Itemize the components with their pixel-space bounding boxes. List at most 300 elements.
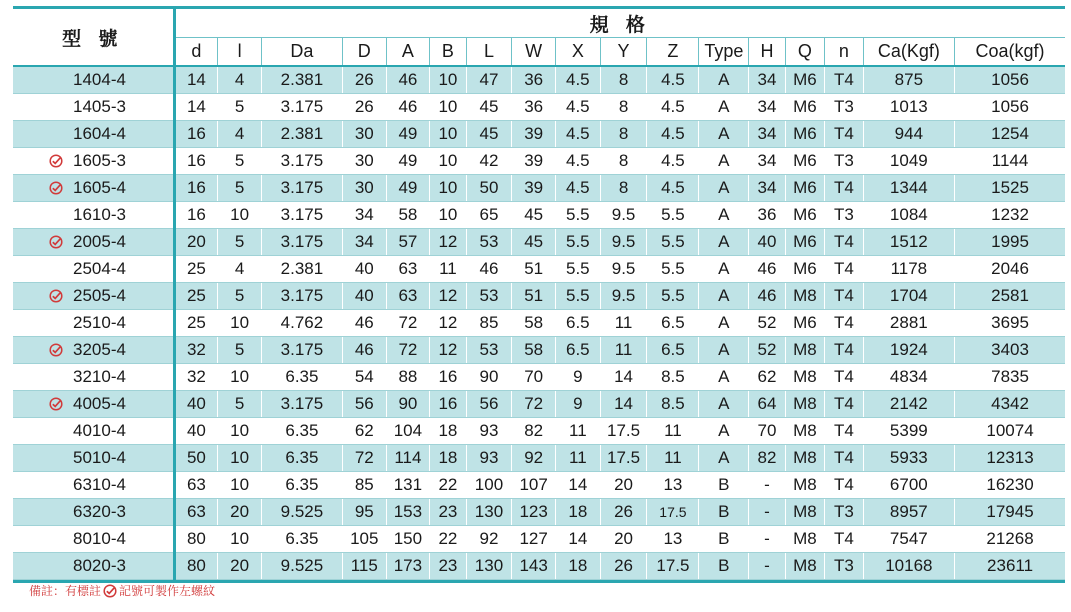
spec-cell: 82 — [512, 418, 556, 445]
spec-cell: 153 — [386, 499, 430, 526]
spec-cell: 14 — [600, 391, 647, 418]
spec-cell: 63 — [386, 256, 430, 283]
spec-cell: A — [699, 94, 749, 121]
spec-cell: 5.5 — [647, 283, 699, 310]
spec-cell: 6.35 — [261, 364, 342, 391]
spec-cell: 1232 — [955, 202, 1065, 229]
spec-cell: 1704 — [863, 283, 954, 310]
model-number: 1405-3 — [73, 97, 126, 116]
column-header: A — [386, 38, 430, 67]
spec-cell: 1013 — [863, 94, 954, 121]
spec-cell: 8957 — [863, 499, 954, 526]
spec-cell: 36 — [512, 66, 556, 94]
spec-cell: 46 — [342, 310, 386, 337]
spec-cell: 26 — [600, 553, 647, 580]
spec-cell: 62 — [749, 364, 785, 391]
spec-cell: 5 — [218, 175, 262, 202]
footnote — [29, 582, 215, 599]
spec-cell: 5 — [218, 391, 262, 418]
column-header: Coa(kgf) — [955, 38, 1065, 67]
column-header: n — [825, 38, 863, 67]
model-cell — [13, 94, 174, 121]
spec-cell: T4 — [825, 391, 863, 418]
spec-cell: 10 — [218, 472, 262, 499]
spec-cell: 12 — [430, 310, 466, 337]
spec-cell: 70 — [749, 418, 785, 445]
spec-cell: M8 — [785, 283, 824, 310]
spec-cell: 2.381 — [261, 256, 342, 283]
table-row — [13, 553, 1065, 580]
spec-cell: 64 — [749, 391, 785, 418]
spec-cell: 45 — [512, 202, 556, 229]
spec-cell: 17945 — [955, 499, 1065, 526]
model-number: 8020-3 — [73, 556, 126, 575]
spec-cell: 6700 — [863, 472, 954, 499]
spec-cell: 26 — [342, 66, 386, 94]
spec-cell: 1144 — [955, 148, 1065, 175]
spec-cell: 1056 — [955, 94, 1065, 121]
model-cell — [13, 391, 174, 418]
spec-cell: 7547 — [863, 526, 954, 553]
model-cell — [13, 148, 174, 175]
spec-cell: 30 — [342, 148, 386, 175]
spec-cell: 72 — [342, 445, 386, 472]
spec-cell: 3403 — [955, 337, 1065, 364]
spec-cell: 16 — [430, 391, 466, 418]
model-number: 3210-4 — [73, 367, 126, 386]
spec-cell: 14 — [555, 526, 600, 553]
spec-cell: 1049 — [863, 148, 954, 175]
spec-cell: 115 — [342, 553, 386, 580]
spec-cell: 127 — [512, 526, 556, 553]
model-number: 3205-4 — [73, 340, 126, 359]
spec-cell: T4 — [825, 337, 863, 364]
table-row — [13, 66, 1065, 94]
spec-cell: 11 — [430, 256, 466, 283]
spec-cell: 82 — [749, 445, 785, 472]
spec-cell: 45 — [512, 229, 556, 256]
check-circle-icon — [49, 154, 63, 168]
spec-cell: 17.5 — [647, 499, 699, 526]
table-row — [13, 472, 1065, 499]
spec-cell: 34 — [342, 229, 386, 256]
spec-cell: A — [699, 121, 749, 148]
spec-cell: 72 — [386, 310, 430, 337]
spec-cell: 10 — [218, 310, 262, 337]
spec-cell: 21268 — [955, 526, 1065, 553]
spec-cell: 54 — [342, 364, 386, 391]
model-number: 5010-4 — [73, 448, 126, 467]
check-circle-icon — [103, 584, 117, 598]
spec-cell: 9.525 — [261, 499, 342, 526]
spec-cell: 92 — [512, 445, 556, 472]
column-header: B — [430, 38, 466, 67]
spec-cell: 47 — [466, 66, 512, 94]
spec-cell: 107 — [512, 472, 556, 499]
column-header: Da — [261, 38, 342, 67]
spec-cell: 5 — [218, 94, 262, 121]
spec-cell: 30 — [342, 121, 386, 148]
spec-cell: 50 — [174, 445, 218, 472]
spec-cell: 56 — [466, 391, 512, 418]
spec-cell: 9.5 — [600, 283, 647, 310]
spec-cell: 23 — [430, 499, 466, 526]
model-number: 1604-4 — [73, 124, 126, 143]
spec-table-body — [13, 66, 1065, 580]
spec-cell: 6.5 — [647, 337, 699, 364]
table-row — [13, 94, 1065, 121]
table-row — [13, 391, 1065, 418]
spec-cell: 90 — [386, 391, 430, 418]
model-number: 8010-4 — [73, 529, 126, 548]
spec-cell: M8 — [785, 553, 824, 580]
model-cell — [13, 121, 174, 148]
spec-cell: 100 — [466, 472, 512, 499]
spec-cell: 3.175 — [261, 229, 342, 256]
spec-cell: 58 — [386, 202, 430, 229]
spec-cell: 93 — [466, 445, 512, 472]
spec-cell: 72 — [512, 391, 556, 418]
check-circle-icon — [49, 235, 63, 249]
spec-cell: 5.5 — [555, 256, 600, 283]
model-cell — [13, 337, 174, 364]
spec-cell: M6 — [785, 94, 824, 121]
spec-cell: 4 — [218, 66, 262, 94]
spec-cell: 4.5 — [647, 66, 699, 94]
spec-cell: 8.5 — [647, 364, 699, 391]
spec-cell: 8 — [600, 94, 647, 121]
spec-cell: 5 — [218, 283, 262, 310]
table-row — [13, 526, 1065, 553]
spec-cell: 25 — [174, 310, 218, 337]
spec-cell: 16 — [174, 175, 218, 202]
spec-cell: 8 — [600, 148, 647, 175]
spec-cell: 45 — [466, 94, 512, 121]
table-row — [13, 121, 1065, 148]
model-number: 2005-4 — [73, 232, 126, 251]
check-circle-icon — [49, 397, 63, 411]
check-circle-icon — [49, 289, 63, 303]
spec-cell: 80 — [174, 553, 218, 580]
spec-cell: 56 — [342, 391, 386, 418]
spec-cell: 3.175 — [261, 337, 342, 364]
spec-cell: 1084 — [863, 202, 954, 229]
spec-cell: 944 — [863, 121, 954, 148]
spec-cell: 39 — [512, 148, 556, 175]
spec-cell: 9 — [555, 364, 600, 391]
spec-cell: 5.5 — [555, 202, 600, 229]
spec-cell: 5 — [218, 229, 262, 256]
spec-cell: T4 — [825, 472, 863, 499]
table-row — [13, 364, 1065, 391]
spec-cell: 5933 — [863, 445, 954, 472]
spec-cell: 10168 — [863, 553, 954, 580]
spec-cell: 45 — [466, 121, 512, 148]
spec-cell: 58 — [512, 337, 556, 364]
spec-cell: 10 — [218, 526, 262, 553]
spec-cell: 6.5 — [555, 310, 600, 337]
spec-cell: 10 — [430, 66, 466, 94]
spec-cell: 4.5 — [647, 121, 699, 148]
model-number: 6320-3 — [73, 502, 126, 521]
spec-cell: 36 — [749, 202, 785, 229]
spec-cell: 1525 — [955, 175, 1065, 202]
spec-cell: T3 — [825, 202, 863, 229]
spec-cell: 12313 — [955, 445, 1065, 472]
spec-cell: 17.5 — [647, 553, 699, 580]
spec-cell: 11 — [555, 445, 600, 472]
spec-cell: 2881 — [863, 310, 954, 337]
spec-cell: T4 — [825, 310, 863, 337]
spec-cell: 16 — [174, 148, 218, 175]
model-cell — [13, 229, 174, 256]
spec-cell: A — [699, 256, 749, 283]
spec-cell: 10 — [218, 202, 262, 229]
table-row — [13, 445, 1065, 472]
spec-cell: 36 — [512, 94, 556, 121]
spec-cell: 22 — [430, 526, 466, 553]
spec-cell: 105 — [342, 526, 386, 553]
spec-cell: M6 — [785, 175, 824, 202]
table-row — [13, 499, 1065, 526]
spec-cell: 6.35 — [261, 418, 342, 445]
model-number: 2505-4 — [73, 286, 126, 305]
spec-cell: M6 — [785, 148, 824, 175]
spec-cell: 40 — [174, 418, 218, 445]
spec-cell: M8 — [785, 391, 824, 418]
spec-cell: 50 — [466, 175, 512, 202]
spec-cell: 1924 — [863, 337, 954, 364]
spec-cell: M6 — [785, 256, 824, 283]
spec-cell: 88 — [386, 364, 430, 391]
spec-cell: 26 — [600, 499, 647, 526]
spec-cell: 123 — [512, 499, 556, 526]
table-row — [13, 256, 1065, 283]
spec-cell: 39 — [512, 121, 556, 148]
spec-cell: 875 — [863, 66, 954, 94]
spec-cell: 3.175 — [261, 175, 342, 202]
model-cell — [13, 364, 174, 391]
spec-cell: 63 — [386, 283, 430, 310]
column-header: D — [342, 38, 386, 67]
spec-table-wrapper — [13, 6, 1065, 583]
spec-cell: A — [699, 175, 749, 202]
spec-cell: 14 — [600, 364, 647, 391]
spec-cell: T3 — [825, 94, 863, 121]
spec-cell: 12 — [430, 337, 466, 364]
spec-cell: 3.175 — [261, 202, 342, 229]
spec-group-header: 規 格 — [174, 9, 1065, 38]
column-header: Q — [785, 38, 824, 67]
spec-cell: 34 — [749, 121, 785, 148]
spec-cell: 4.5 — [647, 148, 699, 175]
spec-cell: 114 — [386, 445, 430, 472]
model-column-header: 型 號 — [13, 9, 174, 66]
spec-cell: 6.5 — [555, 337, 600, 364]
spec-cell: 2.381 — [261, 121, 342, 148]
spec-cell: 46 — [466, 256, 512, 283]
table-row — [13, 337, 1065, 364]
spec-cell: 18 — [430, 418, 466, 445]
spec-cell: 30 — [342, 175, 386, 202]
spec-cell: 1344 — [863, 175, 954, 202]
spec-cell: 46 — [386, 66, 430, 94]
spec-cell: 5.5 — [647, 256, 699, 283]
spec-cell: 49 — [386, 175, 430, 202]
spec-cell: 63 — [174, 472, 218, 499]
spec-cell: 9 — [555, 391, 600, 418]
spec-cell: 85 — [342, 472, 386, 499]
spec-cell: 4.5 — [555, 148, 600, 175]
model-cell — [13, 553, 174, 580]
spec-cell: T4 — [825, 418, 863, 445]
spec-cell: 52 — [749, 337, 785, 364]
spec-cell: 40 — [174, 391, 218, 418]
table-row — [13, 418, 1065, 445]
spec-cell: B — [699, 526, 749, 553]
spec-cell: 14 — [174, 94, 218, 121]
spec-cell: A — [699, 445, 749, 472]
column-header: d — [174, 38, 218, 67]
spec-cell: 53 — [466, 337, 512, 364]
spec-cell: 3.175 — [261, 148, 342, 175]
spec-cell: 20 — [218, 499, 262, 526]
spec-cell: 8 — [600, 66, 647, 94]
spec-cell: 90 — [466, 364, 512, 391]
spec-cell: 53 — [466, 283, 512, 310]
spec-cell: M8 — [785, 337, 824, 364]
spec-cell: 9.5 — [600, 256, 647, 283]
spec-cell: 85 — [466, 310, 512, 337]
spec-cell: 92 — [466, 526, 512, 553]
spec-cell: 17.5 — [600, 445, 647, 472]
spec-table — [13, 9, 1065, 580]
spec-cell: 3.175 — [261, 283, 342, 310]
spec-cell: 34 — [749, 66, 785, 94]
column-header: X — [555, 38, 600, 67]
spec-cell: B — [699, 499, 749, 526]
spec-cell: M6 — [785, 66, 824, 94]
spec-cell: 46 — [749, 256, 785, 283]
spec-cell: 42 — [466, 148, 512, 175]
table-row — [13, 202, 1065, 229]
spec-cell: 4.5 — [647, 94, 699, 121]
spec-cell: 1254 — [955, 121, 1065, 148]
spec-cell: 130 — [466, 499, 512, 526]
spec-cell: 34 — [342, 202, 386, 229]
spec-cell: 72 — [386, 337, 430, 364]
spec-cell: 11 — [647, 418, 699, 445]
spec-cell: 5.5 — [647, 229, 699, 256]
spec-cell: 10 — [430, 148, 466, 175]
spec-cell: 11 — [600, 337, 647, 364]
spec-cell: 40 — [342, 256, 386, 283]
spec-cell: T4 — [825, 445, 863, 472]
spec-cell: A — [699, 148, 749, 175]
spec-cell: T4 — [825, 175, 863, 202]
spec-cell: T4 — [825, 256, 863, 283]
spec-cell: T4 — [825, 526, 863, 553]
spec-cell: 40 — [342, 283, 386, 310]
spec-cell: 4 — [218, 121, 262, 148]
spec-cell: 10 — [430, 94, 466, 121]
spec-cell: 22 — [430, 472, 466, 499]
spec-cell: 3.175 — [261, 94, 342, 121]
model-cell — [13, 175, 174, 202]
column-header: Z — [647, 38, 699, 67]
spec-cell: 3695 — [955, 310, 1065, 337]
spec-cell: - — [749, 499, 785, 526]
spec-cell: 14 — [555, 472, 600, 499]
spec-cell: 10 — [430, 121, 466, 148]
spec-cell: 4.5 — [555, 66, 600, 94]
spec-cell: 11 — [555, 418, 600, 445]
spec-cell: 20 — [218, 553, 262, 580]
spec-cell: A — [699, 364, 749, 391]
spec-cell: 4.5 — [555, 175, 600, 202]
spec-cell: 5 — [218, 337, 262, 364]
spec-cell: 10 — [430, 175, 466, 202]
spec-cell: T4 — [825, 66, 863, 94]
spec-cell: 18 — [555, 553, 600, 580]
spec-cell: 3.175 — [261, 391, 342, 418]
spec-cell: T3 — [825, 553, 863, 580]
spec-cell: 8 — [600, 175, 647, 202]
spec-cell: 11 — [647, 445, 699, 472]
spec-cell: 1178 — [863, 256, 954, 283]
spec-cell: 17.5 — [600, 418, 647, 445]
spec-cell: 34 — [749, 148, 785, 175]
spec-cell: 10074 — [955, 418, 1065, 445]
table-row — [13, 283, 1065, 310]
spec-cell: 173 — [386, 553, 430, 580]
spec-cell: M8 — [785, 364, 824, 391]
spec-cell: 1995 — [955, 229, 1065, 256]
table-row — [13, 310, 1065, 337]
spec-cell: 1056 — [955, 66, 1065, 94]
spec-cell: 20 — [174, 229, 218, 256]
spec-cell: M6 — [785, 202, 824, 229]
model-number: 1605-3 — [73, 151, 126, 170]
spec-cell: 4.5 — [555, 121, 600, 148]
spec-cell: 62 — [342, 418, 386, 445]
spec-cell: 2142 — [863, 391, 954, 418]
spec-cell: A — [699, 229, 749, 256]
spec-cell: 13 — [647, 526, 699, 553]
spec-cell: 51 — [512, 283, 556, 310]
model-cell — [13, 445, 174, 472]
spec-cell: 16 — [174, 202, 218, 229]
spec-cell: 5.5 — [555, 283, 600, 310]
spec-cell: 13 — [647, 472, 699, 499]
spec-cell: 6.35 — [261, 445, 342, 472]
model-cell — [13, 66, 174, 94]
spec-cell: 16 — [430, 364, 466, 391]
spec-cell: 6.35 — [261, 472, 342, 499]
spec-cell: 51 — [512, 256, 556, 283]
spec-cell: 18 — [555, 499, 600, 526]
spec-cell: 34 — [749, 175, 785, 202]
spec-cell: 49 — [386, 148, 430, 175]
column-header: Type — [699, 38, 749, 67]
spec-cell: 18 — [430, 445, 466, 472]
spec-cell: B — [699, 553, 749, 580]
spec-cell: 63 — [174, 499, 218, 526]
model-number: 1605-4 — [73, 178, 126, 197]
spec-cell: A — [699, 202, 749, 229]
column-header: H — [749, 38, 785, 67]
spec-cell: 52 — [749, 310, 785, 337]
